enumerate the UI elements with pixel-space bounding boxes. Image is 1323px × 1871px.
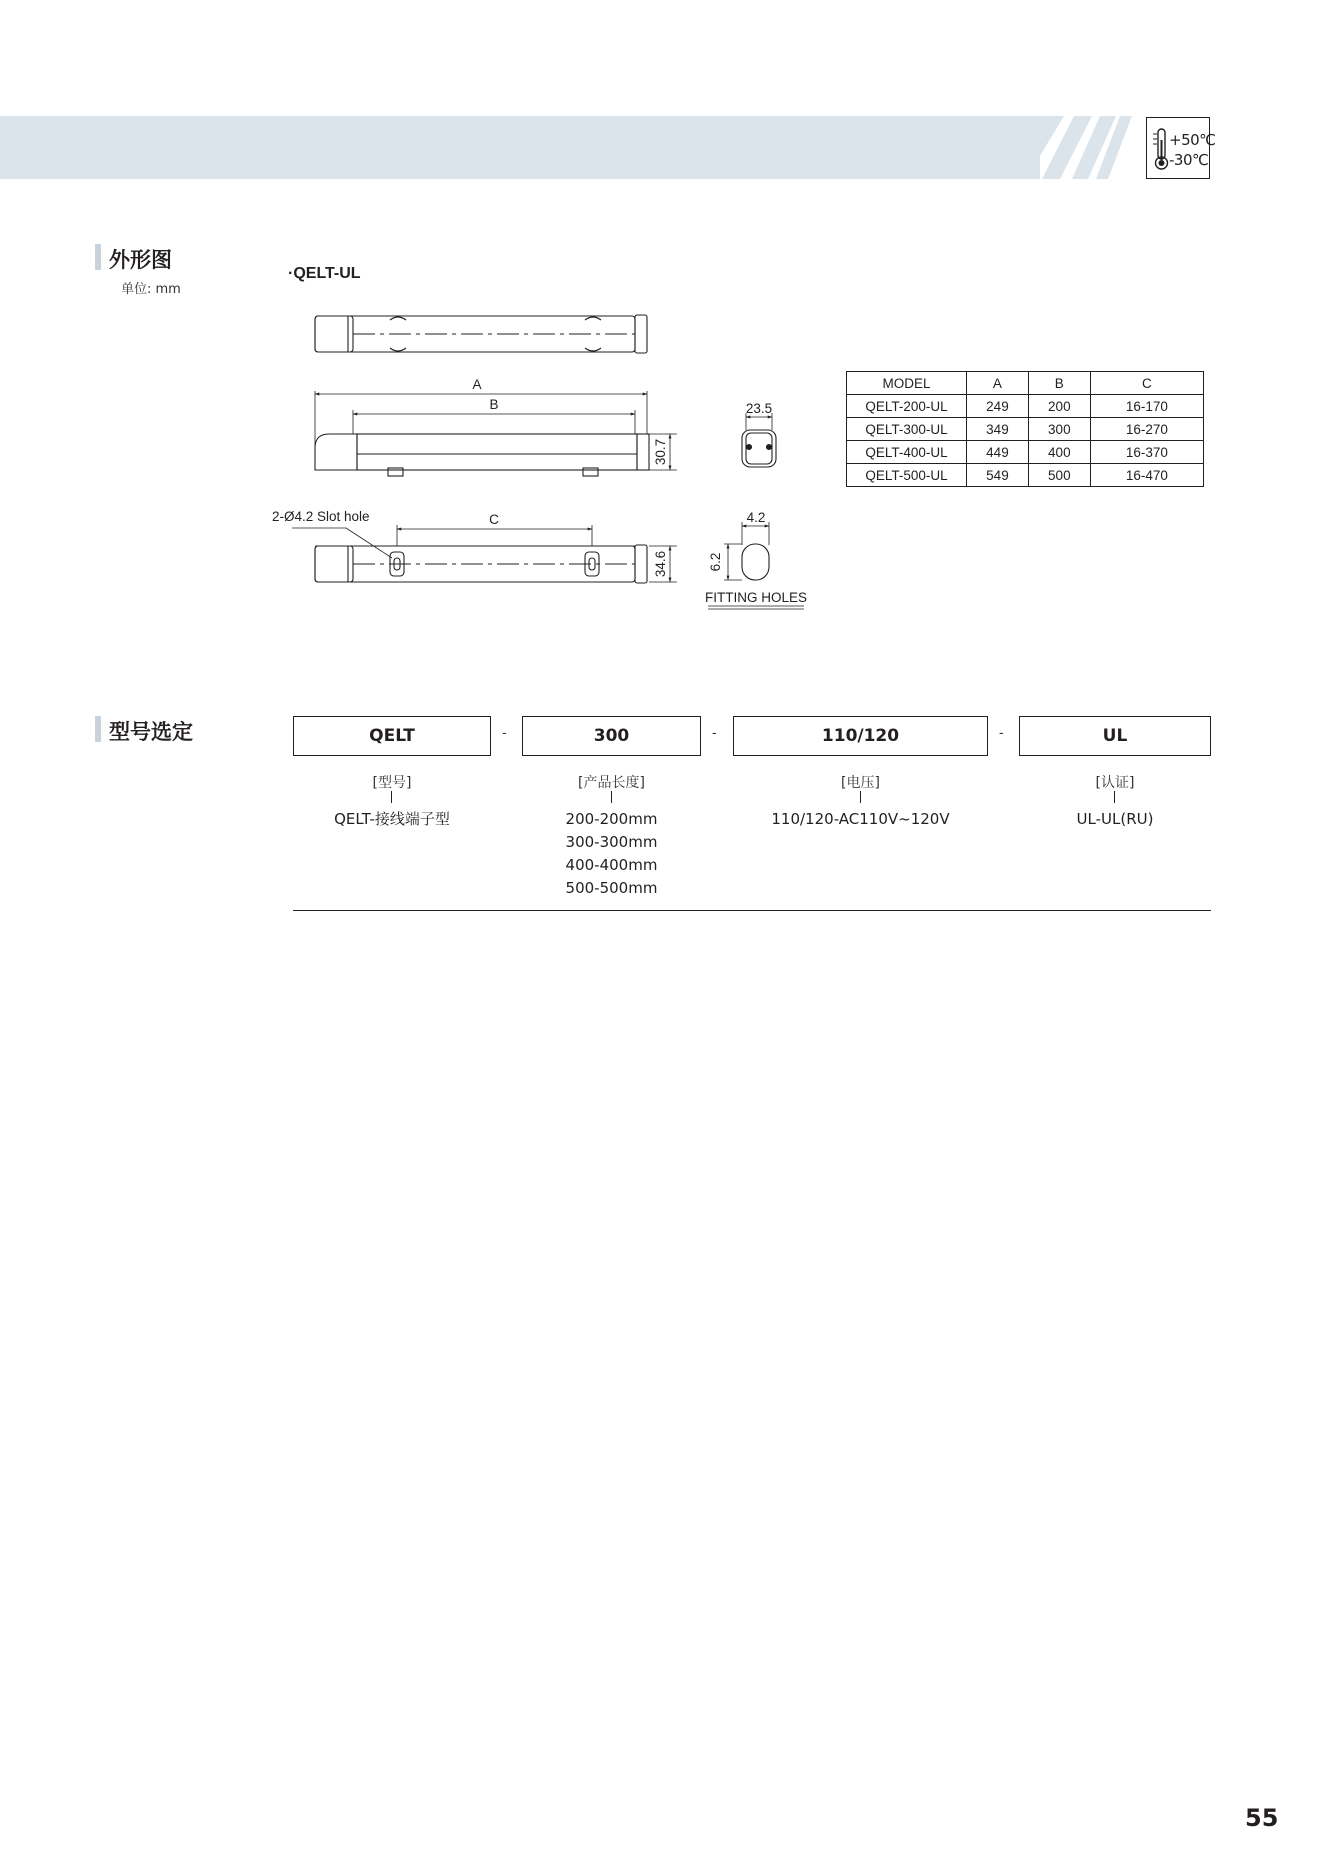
table-cell: QELT-200-UL (847, 395, 967, 418)
list-item: UL-UL(RU) (1076, 810, 1154, 828)
table-cell: QELT-500-UL (847, 464, 967, 487)
column-label-voltage: [电压] (841, 775, 880, 791)
dim-label-height-bottom: 34.6 (653, 550, 668, 578)
table-row (847, 418, 1204, 441)
table-header-cell: C (1090, 372, 1203, 395)
code-separator: - (712, 724, 717, 740)
column-values-voltage (733, 808, 988, 831)
dim-label-hole-width: 4.2 (746, 510, 766, 525)
table-cell: 300 (1028, 418, 1090, 441)
section-divider (293, 910, 1211, 911)
temperature-high: +50℃ (1169, 131, 1216, 149)
dim-label-b: B (489, 397, 499, 412)
dim-label-hole-height: 6.2 (708, 552, 723, 572)
fitting-holes-label: FITTING HOLES (704, 590, 808, 605)
table-cell: 400 (1028, 441, 1090, 464)
column-label-model: [型号] (372, 775, 412, 791)
temperature-low: -30℃ (1169, 151, 1209, 169)
table-row (847, 395, 1204, 418)
dim-label-a: A (472, 377, 482, 392)
dimension-table (846, 371, 1204, 487)
section-title-outline: 外形图 (109, 248, 172, 272)
page-number: 55 (1245, 1804, 1279, 1832)
list-item: 200-200mm (565, 810, 658, 828)
code-box-certification: UL (1019, 716, 1211, 756)
section-marker-outline (95, 244, 101, 270)
code-separator: - (502, 724, 507, 740)
table-header-cell: A (967, 372, 1029, 395)
table-cell: 16-370 (1090, 441, 1203, 464)
model-title: ·QELT-UL (288, 265, 361, 282)
table-header-cell: MODEL (847, 372, 967, 395)
outline-drawing (272, 300, 832, 625)
column-values-certification (1019, 808, 1211, 831)
table-cell: 549 (967, 464, 1029, 487)
column-values-model (293, 808, 491, 831)
code-box-model: QELT (293, 716, 491, 756)
code-separator: - (999, 724, 1004, 740)
list-item: 300-300mm (565, 833, 658, 851)
code-box-voltage: 110/120 (733, 716, 988, 756)
column-connector (1114, 791, 1115, 803)
list-item: 400-400mm (565, 856, 658, 874)
header-band (0, 116, 1040, 179)
table-cell: 349 (967, 418, 1029, 441)
section-title-selection: 型号选定 (109, 720, 193, 744)
column-label-length: [产品长度] (578, 775, 645, 791)
section-marker-selection (95, 716, 101, 742)
temperature-range-badge (1146, 117, 1216, 179)
table-header-cell: B (1028, 372, 1090, 395)
code-box-length: 300 (522, 716, 701, 756)
top-view (315, 315, 647, 353)
table-cell: 16-270 (1090, 418, 1203, 441)
list-item: 110/120-AC110V~120V (771, 810, 950, 828)
table-cell: 449 (967, 441, 1029, 464)
table-cell: 16-470 (1090, 464, 1203, 487)
table-cell: 500 (1028, 464, 1090, 487)
table-cell: QELT-300-UL (847, 418, 967, 441)
header-stripes (1000, 116, 1140, 179)
table-header-row (847, 372, 1204, 395)
dim-label-end-width: 23.5 (745, 401, 773, 416)
table-cell: 16-170 (1090, 395, 1203, 418)
unit-note: 单位: mm (121, 282, 181, 297)
bottom-view (292, 525, 677, 583)
dim-label-c: C (489, 512, 499, 527)
list-item: 500-500mm (565, 879, 658, 897)
end-view (742, 413, 776, 467)
column-label-certification: [认证] (1095, 775, 1135, 791)
column-values-length (522, 808, 701, 900)
table-cell: 200 (1028, 395, 1090, 418)
column-connector (860, 791, 861, 803)
table-row (847, 441, 1204, 464)
column-connector (611, 791, 612, 803)
table-row (847, 464, 1204, 487)
table-cell: 249 (967, 395, 1029, 418)
dim-label-slot-hole: 2-Ø4.2 Slot hole (272, 509, 370, 524)
column-connector (391, 791, 392, 803)
dim-label-height-side: 30.7 (653, 438, 668, 466)
table-cell: QELT-400-UL (847, 441, 967, 464)
list-item: QELT-接线端子型 (334, 810, 450, 828)
